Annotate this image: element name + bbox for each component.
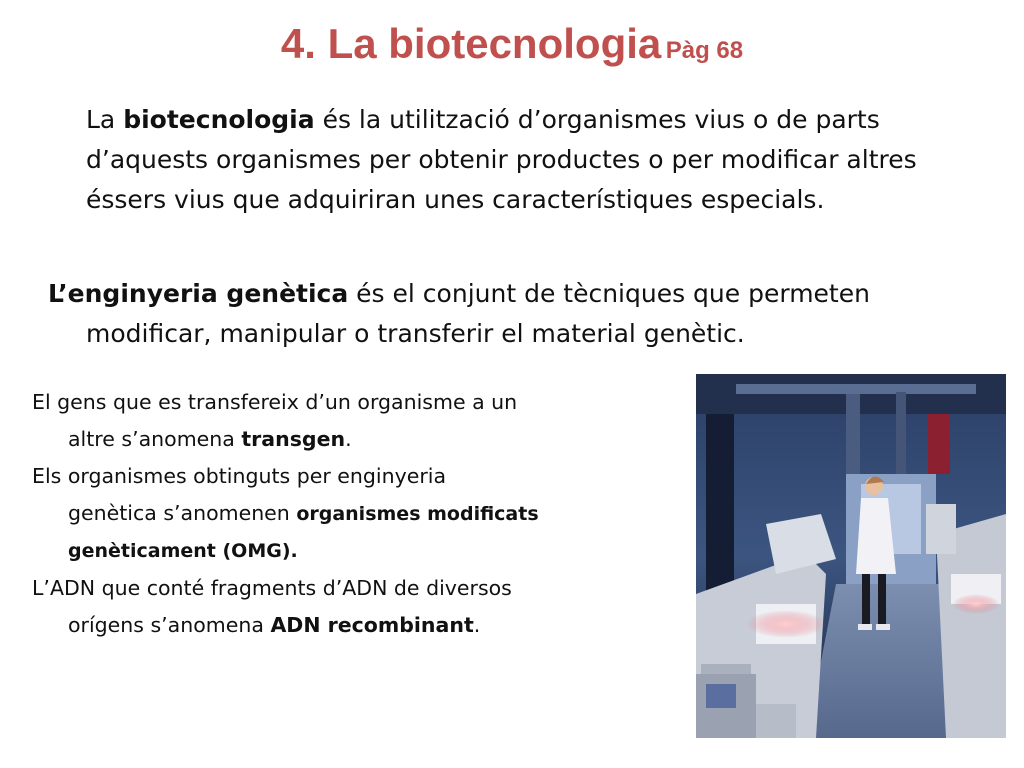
item1-line1: El gens que es transfereix d’un organisme a un (32, 390, 518, 414)
item2-line1: Els organismes obtinguts per enginyeria (32, 464, 447, 488)
item1-line2-pre: altre s’anomena (68, 427, 242, 451)
title-page-ref: Pàg 68 (665, 37, 744, 64)
p1-rest: és la utilització d’organismes vius o de parts d’aquests organismes per obtenir productes o per modificar altres éssers vius que adquiriran unes característiques especials. (86, 105, 917, 214)
p1-bold-term: biotecnologia (123, 105, 315, 134)
list-item (32, 458, 652, 570)
item3-line2 (32, 607, 652, 644)
item2-line3: genèticament (OMG). (68, 540, 298, 562)
definition-biotecnologia (86, 100, 966, 220)
laboratory-photo (696, 374, 1006, 738)
item1-line2 (32, 421, 652, 458)
p1-pre: La (86, 105, 124, 134)
item1-bold: transgen (241, 427, 346, 451)
item2-line2 (32, 495, 652, 533)
p2-bold-term: L’enginyeria genètica (48, 279, 349, 308)
p2-line1-rest: és el conjunt de tècniques que permeten (348, 279, 870, 308)
p2-line2: modificar, manipular o transferir el material genètic. (86, 319, 745, 348)
definitions-list (32, 384, 652, 644)
slide-title (0, 20, 1024, 68)
definition-enginyeria (48, 274, 948, 354)
item1-post: . (345, 427, 352, 451)
list-item (32, 570, 652, 644)
item3-line1: L’ADN que conté fragments d’ADN de diversos (32, 576, 512, 600)
item2-bold: organismes modificats (296, 503, 539, 525)
item3-post: . (473, 613, 481, 637)
item3-bold: ADN recombinant (270, 613, 474, 637)
item2-line2-pre: genètica s’anomenen (68, 501, 297, 525)
title-main: 4. La biotecnologia (280, 20, 662, 67)
item3-line2-pre: orígens s’anomena (68, 613, 271, 637)
list-item (32, 384, 652, 458)
